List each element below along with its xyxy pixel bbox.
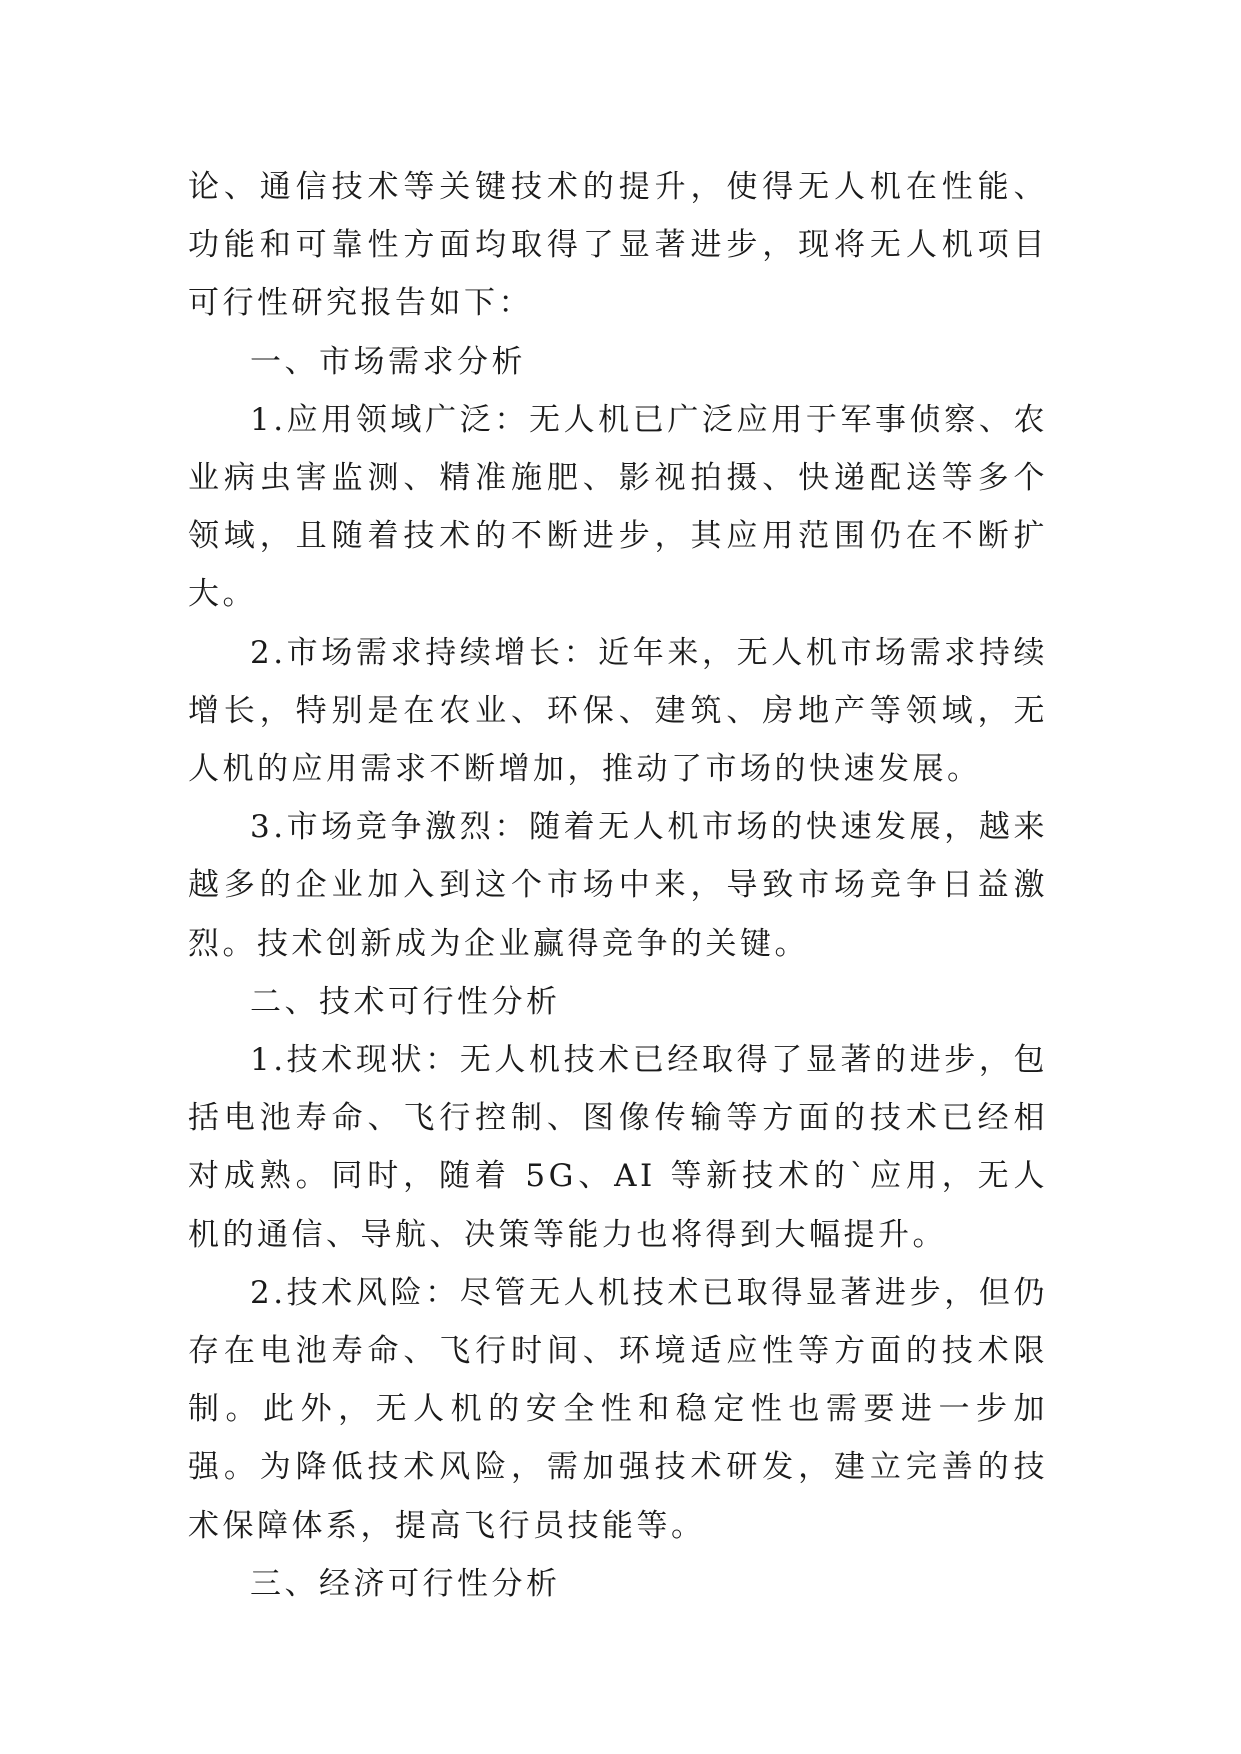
paragraph-technical-item-1: 1.技术现状：无人机技术已经取得了显著的进步，包括电池寿命、飞行控制、图像传输等方面的技术已经相对成熟。同时，随着 5G、AI 等新技术的`应用，无人机的通信、导航、决策等能力也将得到大幅提升。 — [188, 1042, 1048, 1253]
paragraph-technical-item-2: 2.技术风险：尽管无人机技术已取得显著进步，但仍存在电池寿命、飞行时间、环境适应性等方面的技术限制。此外，无人机的安全性和稳定性也需要进一步加强。为降低技术风险，需加强技术研发，建立完善的技术保障体系，提高飞行员技能等。 — [188, 1274, 1048, 1544]
paragraph-market-item-2: 2.市场需求持续增长：近年来，无人机市场需求持续增长，特别是在农业、环保、建筑、房地产等领域，无人机的应用需求不断增加，推动了市场的快速发展。 — [188, 634, 1048, 788]
section-heading-economic-feasibility: 三、经济可行性分析 — [250, 1565, 561, 1602]
paragraph-intro-continuation: 论、通信技术等关键技术的提升，使得无人机在性能、功能和可靠性方面均取得了显著进步，现将无人机项目可行性研究报告如下： — [188, 169, 1048, 322]
document-body — [188, 158, 1048, 1613]
paragraph-market-item-3: 3.市场竞争激烈：随着无人机市场的快速发展，越来越多的企业加入到这个市场中来，导致市场竞争日益激烈。技术创新成为企业赢得竞争的关键。 — [188, 809, 1048, 962]
section-heading-technical-feasibility: 二、技术可行性分析 — [250, 983, 561, 1020]
section-heading-market-demand: 一、市场需求分析 — [250, 343, 526, 380]
paragraph-market-item-1: 1.应用领域广泛：无人机已广泛应用于军事侦察、农业病虫害监测、精准施肥、影视拍摄、快递配送等多个领域，且随着技术的不断进步，其应用范围仍在不断扩大。 — [188, 401, 1048, 613]
